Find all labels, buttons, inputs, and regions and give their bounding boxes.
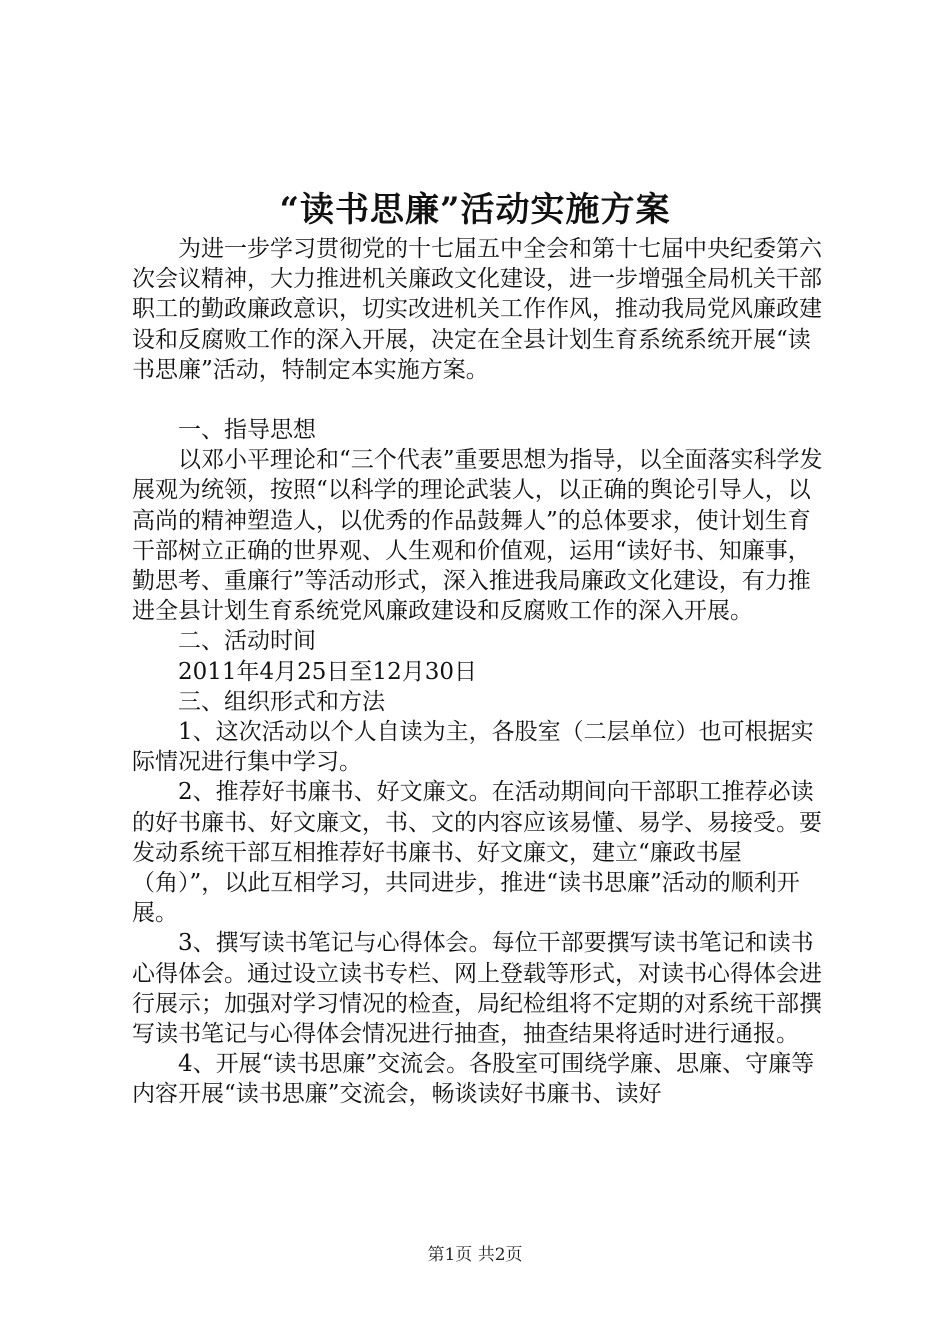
method-item-4: 4、开展“读书思廉”交流会。各股室可围绕学廉、思廉、守廉等内容开展“读书思廉”交流会，畅谈读好书廉书、读好 — [132, 1051, 815, 1108]
page-number-footer: 第1页 共2页 — [427, 1245, 523, 1265]
intro-paragraph: 为进一步学习贯彻党的十七届五中全会和第十七届中央纪委第六次会议精神，大力推进机关廉政文化建设，进一步增强全局机关干部职工的勤政廉政意识，切实改进机关工作作风，推动我局党风廉政建设和反腐败工作的深入开展，决定在全县计划生育系统系统开展“读书思廉”活动，特制定本实施方案。 — [132, 236, 822, 383]
section-heading-activity-time: 二、活动时间 — [178, 628, 316, 655]
activity-time-paragraph: 2011年4月25日至12月30日 — [178, 658, 477, 685]
section-heading-guiding-thought: 一、指导思想 — [178, 417, 316, 444]
method-item-1: 1、这次活动以个人自读为主，各股室（二层单位）也可根据实际情况进行集中学习。 — [132, 719, 814, 776]
section-heading-organization: 三、组织形式和方法 — [178, 688, 385, 715]
method-item-2: 2、推荐好书廉书、好文廉文。在活动期间向干部职工推荐必读的好书廉书、好文廉文，书、文的内容应该易懂、易学、易接受。要发动系统干部互相推荐好书廉书、好文廉文，建立“廉政书屋（角）”，以此互相学习，共同进步，推进“读书思廉”活动的顺利开展。 — [132, 779, 822, 927]
document-title: “读书思廉”活动实施方案 — [279, 190, 671, 230]
method-item-3: 3、撰写读书笔记与心得体会。每位干部要撰写读书笔记和读书心得体会。通过设立读书专栏、网上登载等形式，对读书心得体会进行展示；加强对学习情况的检查，局纪检组将不定期的对系统干部撰写读书笔记与心得体会情况进行抽查，抽查结果将适时进行通报。 — [132, 930, 822, 1048]
guiding-thought-paragraph: 以邓小平理论和“三个代表”重要思想为指导，以全面落实科学发展观为统领，按照“以科学的理论武装人，以正确的舆论引导人，以高尚的精神塑造人，以优秀的作品鼓舞人”的总体要求，使计划生育干部树立正确的世界观、人生观和价值观，运用“读好书、知廉事，勤思考、重廉行”等活动形式，深入推进我局廉政文化建设，有力推进全县计划生育系统党风廉政建设和反腐败工作的深入开展。 — [132, 447, 823, 625]
document-body — [132, 234, 832, 1110]
